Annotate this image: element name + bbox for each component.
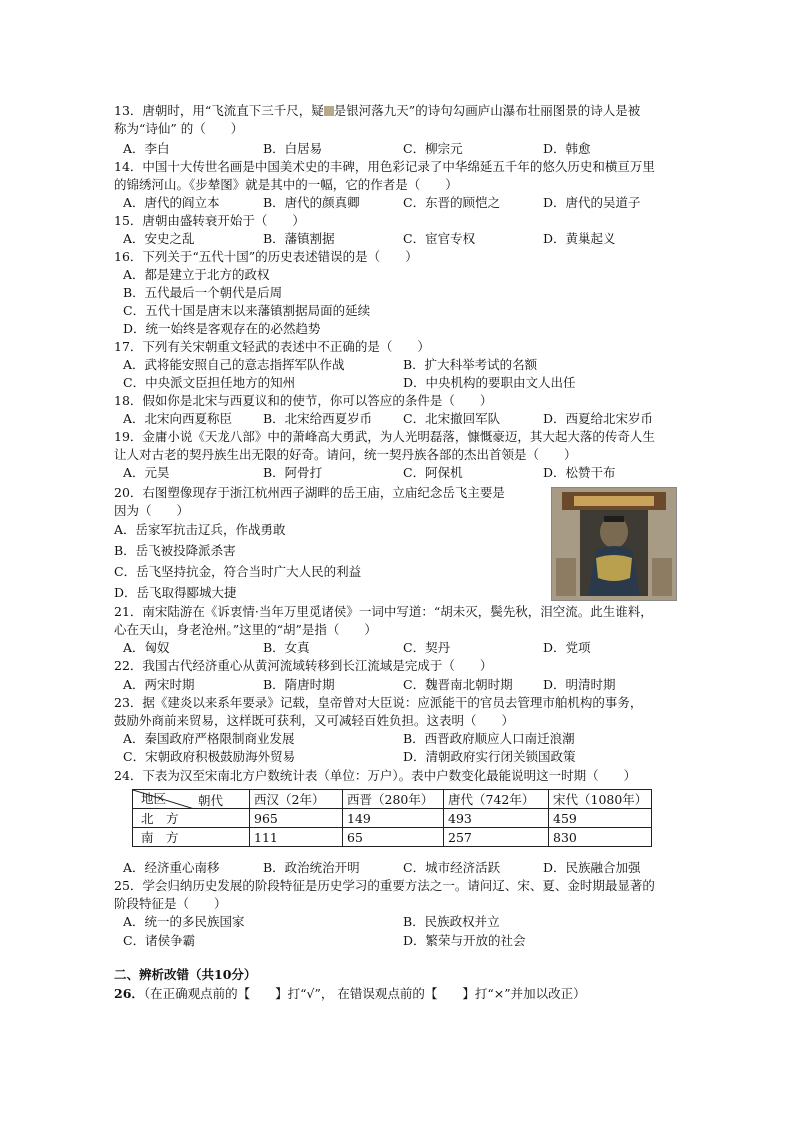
table-cell: 493 — [444, 809, 549, 828]
q16-option-d: D．统一始终是客观存在的必然趋势 — [123, 321, 321, 336]
q23-option-c: C．宋朝政府积极鼓励海外贸易 — [123, 749, 296, 764]
q23-option-b: B．西晋政府顺应人口南迁浪潮 — [403, 731, 575, 746]
q18-option-a: A．北宋向西夏称臣 — [123, 411, 233, 426]
q20-option-b: B．岳飞被投降派杀害 — [114, 543, 236, 558]
q21-option-c: C．契丹 — [403, 640, 451, 655]
q15-option-d: D．黄巢起义 — [543, 231, 616, 246]
q22-option-a: A．两宋时期 — [123, 677, 195, 692]
q22-option-c: C．魏晋南北朝时期 — [403, 677, 513, 692]
q21-option-a: A．匈奴 — [123, 640, 170, 655]
q16-option-a: A．都是建立于北方的政权 — [123, 267, 270, 282]
q13-option-d: D．韩愈 — [543, 141, 591, 156]
q14-line1: 14．中国十大传世名画是中国美术史的丰碑，用色彩记录了中华绵延五千年的悠久历史和横亘万里 — [114, 159, 655, 174]
q26-text: （在正确观点前的【 】打“√”， 在错误观点前的【 】打“×”并加以改正） — [143, 986, 586, 1001]
table-row — [133, 828, 652, 847]
q22-option-b: B．隋唐时期 — [263, 677, 335, 692]
q17-option-b: B．扩大科举考试的名额 — [403, 357, 538, 372]
q18-option-c: C．北宋撤回军队 — [403, 411, 501, 426]
q13-option-c: C．柳宗元 — [403, 141, 463, 156]
q24-option-b: B．政治统治开明 — [263, 860, 360, 875]
q17-option-d: D．中央机构的要职由文人出任 — [403, 375, 576, 390]
q19-option-d: D．松赞干布 — [543, 465, 616, 480]
q22-option-d: D．明清时期 — [543, 677, 616, 692]
q21-line1: 21．南宋陆游在《诉衷情·当年万里觅诸侯》一词中写道：“胡未灭，鬓先秋，泪空流。此生谁料， — [114, 604, 653, 619]
table-cell: 149 — [343, 809, 444, 828]
q20-option-c: C．岳飞坚持抗金，符合当时广大人民的利益 — [114, 564, 362, 579]
q24-line1: 24．下表为汉至宋南北方户数统计表（单位：万户）。表中户数变化最能说明这一时期（ ） — [114, 768, 637, 783]
table-header-row — [133, 790, 652, 809]
table-cell: 111 — [250, 828, 343, 847]
corner-label-region: 地区 — [141, 791, 167, 806]
q25-option-b: B．民族政权并立 — [403, 914, 500, 929]
table-row-label: 北 方 — [133, 809, 250, 828]
q24-option-c: C．城市经济活跃 — [403, 860, 501, 875]
q19-option-b: B．阿骨打 — [263, 465, 323, 480]
q19-option-c: C．阿保机 — [403, 465, 463, 480]
q25-option-a: A．统一的多民族国家 — [123, 914, 245, 929]
table-cell: 257 — [444, 828, 549, 847]
corner-label-dynasty: 朝代 — [197, 793, 223, 808]
q14-option-b: B．唐代的颜真卿 — [263, 195, 360, 210]
q26-number: 26． — [114, 986, 144, 1001]
table-header-cell: 宋代（1080年） — [549, 790, 652, 809]
q18-option-d: D．西夏给北宋岁币 — [543, 411, 654, 426]
q24-option-d: D．民族融合加强 — [543, 860, 641, 875]
q19-line1: 19．金庸小说《天龙八部》中的萧峰高大勇武，为人光明磊落，慷慨豪迈，其大起大落的传奇人生 — [114, 429, 655, 444]
q14-option-a: A．唐代的阎立本 — [123, 195, 220, 210]
table-row-label: 南 方 — [133, 828, 250, 847]
q15-line1: 15．唐朝由盛转衰开始于（ ） — [114, 213, 305, 228]
yue-fei-statue-image — [551, 487, 677, 601]
q20-option-a: A．岳家军抗击辽兵，作战勇敢 — [114, 522, 286, 537]
q21-option-b: B．女真 — [263, 640, 310, 655]
table-cell: 965 — [250, 809, 343, 828]
q13-line2: 称为“诗仙” 的（ ） — [114, 121, 244, 136]
q17-option-a: A．武将能安照自己的意志指挥军队作战 — [123, 357, 345, 372]
q14-option-d: D．唐代的吴道子 — [543, 195, 641, 210]
q18-option-b: B．北宋给西夏岁币 — [263, 411, 373, 426]
q23-line2: 鼓励外商前来贸易，这样既可获利，又可减轻百姓负担。这表明（ ） — [114, 713, 515, 728]
q15-option-b: B．藩镇割据 — [263, 231, 335, 246]
q13-line1: 13．唐朝时，用“飞流直下三千尺，疑 是银河落九天”的诗句勾画庐山瀑布壮丽图景的诗人是被 — [114, 103, 641, 118]
q25-option-d: D．繁荣与开放的社会 — [403, 933, 526, 948]
table-row — [133, 809, 652, 828]
q16-option-b: B．五代最后一个朝代是后周 — [123, 285, 283, 300]
q17-option-c: C．中央派文臣担任地方的知州 — [123, 375, 296, 390]
q22-line1: 22．我国古代经济重心从黄河流域转移到长江流域是完成于（ ） — [114, 658, 493, 673]
q25-line2: 阶段特征是（ ） — [114, 896, 227, 911]
q16-line1: 16．下列关于“五代十国”的历史表述错误的是（ ） — [114, 249, 418, 264]
table-header-cell: 唐代（742年） — [444, 790, 549, 809]
table-cell: 459 — [549, 809, 652, 828]
q21-line2: 心在天山，身老沧州。”这里的“胡”是指（ ） — [114, 622, 377, 637]
q18-line1: 18．假如你是北宋与西夏议和的使节，你可以答应的条件是（ ） — [114, 393, 493, 408]
q20-option-d: D．岳飞取得郾城大捷 — [114, 585, 237, 600]
image-mark-icon — [324, 106, 334, 116]
q15-option-a: A．安史之乱 — [123, 231, 195, 246]
section-2-heading: 二、辨析改错（共10分） — [114, 967, 257, 982]
q21-option-d: D．党项 — [543, 640, 591, 655]
q19-line2: 让人对古老的契丹族生出无限的好奇。请问，统一契丹族各部的杰出首领是（ ） — [114, 447, 577, 462]
q13-option-b: B．白居易 — [263, 141, 323, 156]
q15-option-c: C．宦官专权 — [403, 231, 476, 246]
table-header-cell: 西汉（2年） — [250, 790, 343, 809]
q23-option-d: D．清朝政府实行闭关锁国政策 — [403, 749, 576, 764]
q24-option-a: A．经济重心南移 — [123, 860, 220, 875]
household-statistics-table — [132, 789, 652, 847]
q17-line1: 17．下列有关宋朝重文轻武的表述中不正确的是（ ） — [114, 339, 430, 354]
q14-option-c: C．东晋的顾恺之 — [403, 195, 501, 210]
q23-line1: 23．据《建炎以来系年要录》记载，皇帝曾对大臣说：应派能干的官员去管理市舶机构的事务， — [114, 695, 643, 710]
q13-option-a: A．李白 — [123, 141, 170, 156]
table-cell: 65 — [343, 828, 444, 847]
q16-option-c: C．五代十国是唐末以来藩镇割据局面的延续 — [123, 303, 371, 318]
statue-illustration — [552, 488, 676, 600]
q20-line1: 20．右图塑像现存于浙江杭州西子湖畔的岳王庙，立庙纪念岳飞主要是 — [114, 485, 505, 500]
q20-line2: 因为（ ） — [114, 503, 190, 518]
table-header-cell: 西晋（280年） — [343, 790, 444, 809]
table-corner-cell — [133, 790, 250, 809]
q26-instructions — [114, 985, 586, 1003]
q25-option-c: C．诸侯争霸 — [123, 933, 196, 948]
q25-line1: 25．学会归纳历史发展的阶段特征是历史学习的重要方法之一。请问辽、宋、夏、金时期最显著的 — [114, 878, 655, 893]
q14-line2: 的锦绣河山。《步辇图》就是其中的一幅，它的作者是（ ） — [114, 177, 458, 192]
q19-option-a: A．元昊 — [123, 465, 170, 480]
table-cell: 830 — [549, 828, 652, 847]
q23-option-a: A．秦国政府严格限制商业发展 — [123, 731, 295, 746]
